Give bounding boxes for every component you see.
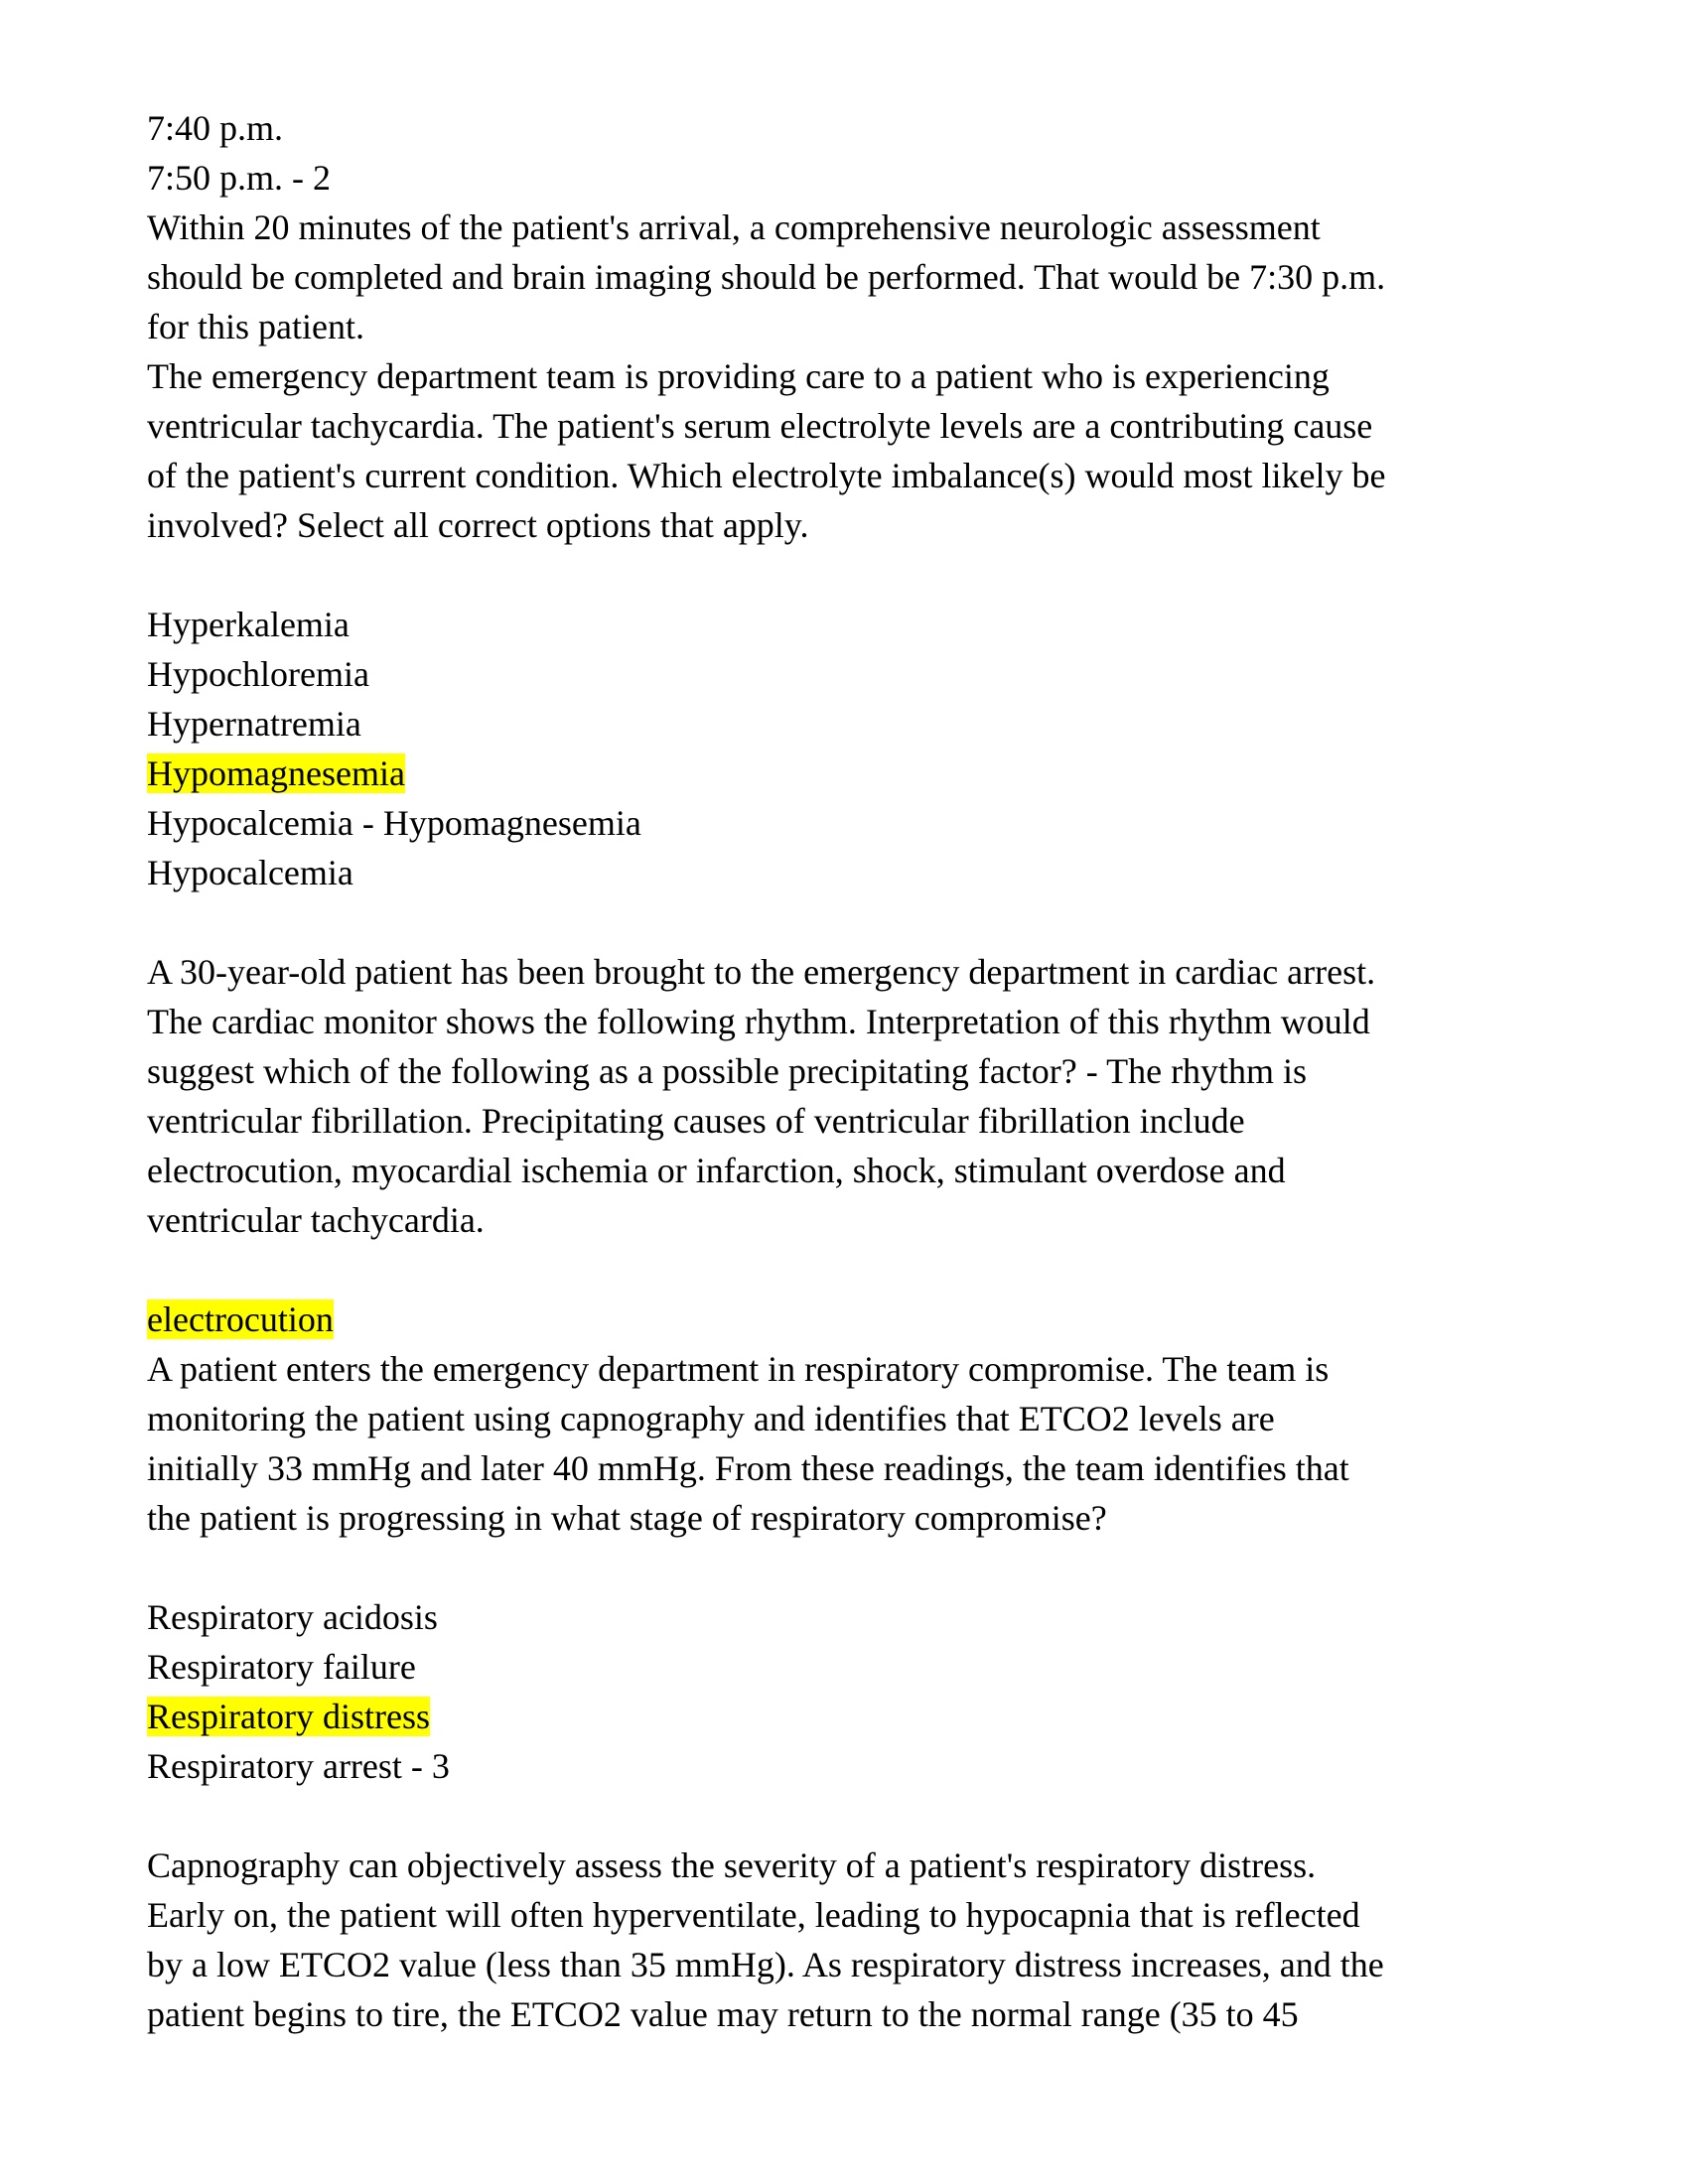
spacer [147, 897, 1497, 947]
spacer [147, 1791, 1497, 1841]
question-line: The emergency department team is providing care to a patient who is experiencing [147, 356, 1330, 396]
option-respiratory-distress [147, 1692, 1497, 1741]
option-hypocalcemia-hypomagnesemia [147, 798, 1497, 848]
option-hypocalcemia [147, 848, 1497, 897]
paragraph-line: by a low ETCO2 value (less than 35 mmHg). As respiratory distress increases, and the [147, 1945, 1384, 1984]
option-label: Respiratory acidosis [147, 1597, 438, 1637]
option-respiratory-acidosis [147, 1592, 1497, 1642]
option-label: Hypocalcemia [147, 853, 353, 892]
paragraph-line: for this patient. [147, 307, 364, 346]
spacer [147, 1245, 1497, 1295]
answer-electrocution [147, 1295, 1497, 1344]
question-line: suggest which of the following as a possible precipitating factor? - The rhythm is [147, 1051, 1308, 1091]
neuro-explanation [147, 203, 1497, 351]
highlighted-answer: Respiratory distress [147, 1697, 430, 1736]
question-line: The cardiac monitor shows the following rhythm. Interpretation of this rhythm would [147, 1002, 1370, 1041]
options-ventricular-tachycardia [147, 600, 1497, 897]
question-line: of the patient's current condition. Which electrolyte imbalance(s) would most likely be [147, 456, 1386, 495]
document-page [147, 103, 1497, 2039]
option-label: Respiratory arrest - 3 [147, 1746, 450, 1786]
option-label: Hyperkalemia [147, 605, 350, 644]
question-line: A patient enters the emergency department in respiratory compromise. The team is [147, 1349, 1330, 1389]
question-ventricular-tachycardia [147, 351, 1497, 550]
option-label: Respiratory failure [147, 1647, 416, 1687]
paragraph-line: Within 20 minutes of the patient's arrival, a comprehensive neurologic assessment [147, 207, 1321, 247]
option-label: Hypernatremia [147, 704, 361, 744]
question-line: initially 33 mmHg and later 40 mmHg. From these readings, the team identifies that [147, 1448, 1349, 1488]
option-hypochloremia [147, 649, 1497, 699]
paragraph-line: Early on, the patient will often hyperventilate, leading to hypocapnia that is reflected [147, 1895, 1360, 1935]
option-label: Hypochloremia [147, 654, 369, 694]
highlighted-answer: electrocution [147, 1299, 334, 1339]
option-respiratory-failure [147, 1642, 1497, 1692]
highlighted-answer: Hypomagnesemia [147, 753, 405, 793]
spacer [147, 1543, 1497, 1592]
option-hypernatremia [147, 699, 1497, 749]
question-line: involved? Select all correct options that apply. [147, 505, 809, 545]
time-line-1: 7:40 p.m. [147, 108, 284, 148]
spacer [147, 550, 1497, 600]
time-line-2: 7:50 p.m. - 2 [147, 158, 331, 198]
option-label: Hypocalcemia - Hypomagnesemia [147, 803, 641, 843]
paragraph-line: patient begins to tire, the ETCO2 value may return to the normal range (35 to 45 [147, 1994, 1299, 2034]
question-line: ventricular tachycardia. The patient's serum electrolyte levels are a contributing cause [147, 406, 1373, 446]
question-line: electrocution, myocardial ischemia or infarction, shock, stimulant overdose and [147, 1151, 1286, 1190]
paragraph-line: should be completed and brain imaging should be performed. That would be 7:30 p.m. [147, 257, 1386, 297]
question-line: ventricular fibrillation. Precipitating causes of ventricular fibrillation include [147, 1101, 1245, 1141]
question-line: the patient is progressing in what stage of respiratory compromise? [147, 1498, 1107, 1538]
option-hyperkalemia [147, 600, 1497, 649]
options-etco2 [147, 1592, 1497, 1791]
paragraph-line: Capnography can objectively assess the severity of a patient's respiratory distress. [147, 1845, 1317, 1885]
capnography-explanation [147, 1841, 1497, 2039]
option-respiratory-arrest [147, 1741, 1497, 1791]
option-hypomagnesemia [147, 749, 1497, 798]
question-etco2 [147, 1344, 1497, 1543]
question-line: monitoring the patient using capnography and identifies that ETCO2 levels are [147, 1399, 1275, 1438]
question-line: A 30-year-old patient has been brought to the emergency department in cardiac arrest. [147, 952, 1376, 992]
question-ventricular-fibrillation [147, 947, 1497, 1245]
question-line: ventricular tachycardia. [147, 1200, 485, 1240]
